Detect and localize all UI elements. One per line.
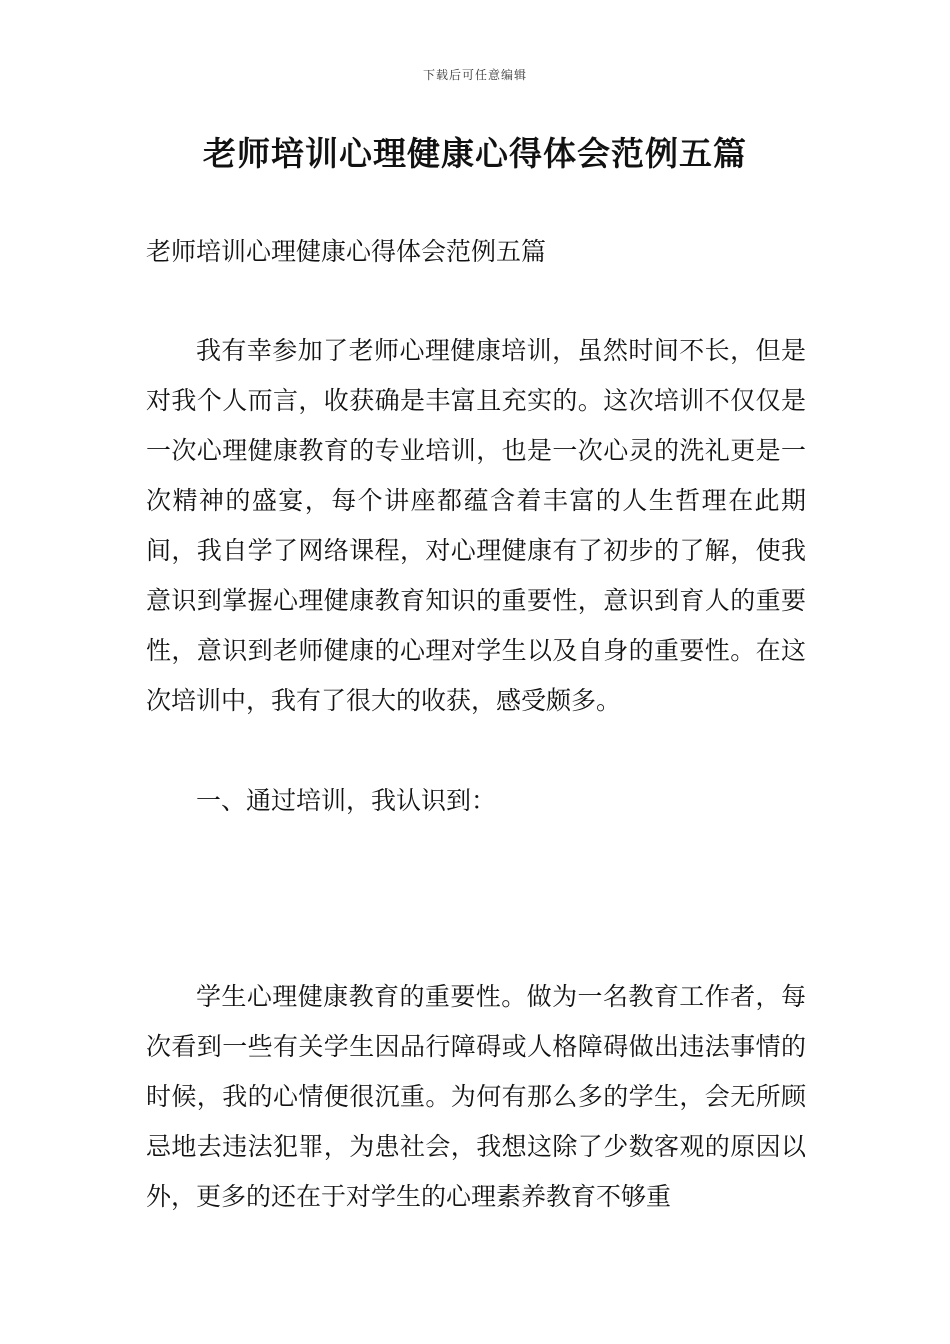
document-subtitle: 老师培训心理健康心得体会范例五篇 — [146, 237, 547, 266]
document-title: 老师培训心理健康心得体会范例五篇 — [203, 134, 747, 173]
header-note: 下载后可任意编辑 — [422, 68, 527, 82]
paragraph-2: 学生心理健康教育的重要性。做为一名教育工作者，每次看到一些有关学生因品行障碍或人格障碍做出违法事情的时候，我的心情便很沉重。为何有那么多的学生，会无所顾忌地去违法犯罪，为患社会，我想这除了少数客观的原因以外，更多的还在于对学生的心理素养教育不够重 — [146, 982, 806, 1211]
paragraph-1: 我有幸参加了老师心理健康培训，虽然时间不长，但是对我个人而言，收获确是丰富且充实的。这次培训不仅仅是一次心理健康教育的专业培训，也是一次心灵的洗礼更是一次精神的盛宴，每个讲座都蕴含着丰富的人生哲理在此期间，我自学了网络课程，对心理健康有了初步的了解，使我意识到掌握心理健康教育知识的重要性，意识到育人的重要性，意识到老师健康的心理对学生以及自身的重要性。在这次培训中，我有了很大的收获，感受颇多。 — [146, 336, 806, 715]
section-heading-1: 一、通过培训，我认识到： — [196, 786, 497, 815]
